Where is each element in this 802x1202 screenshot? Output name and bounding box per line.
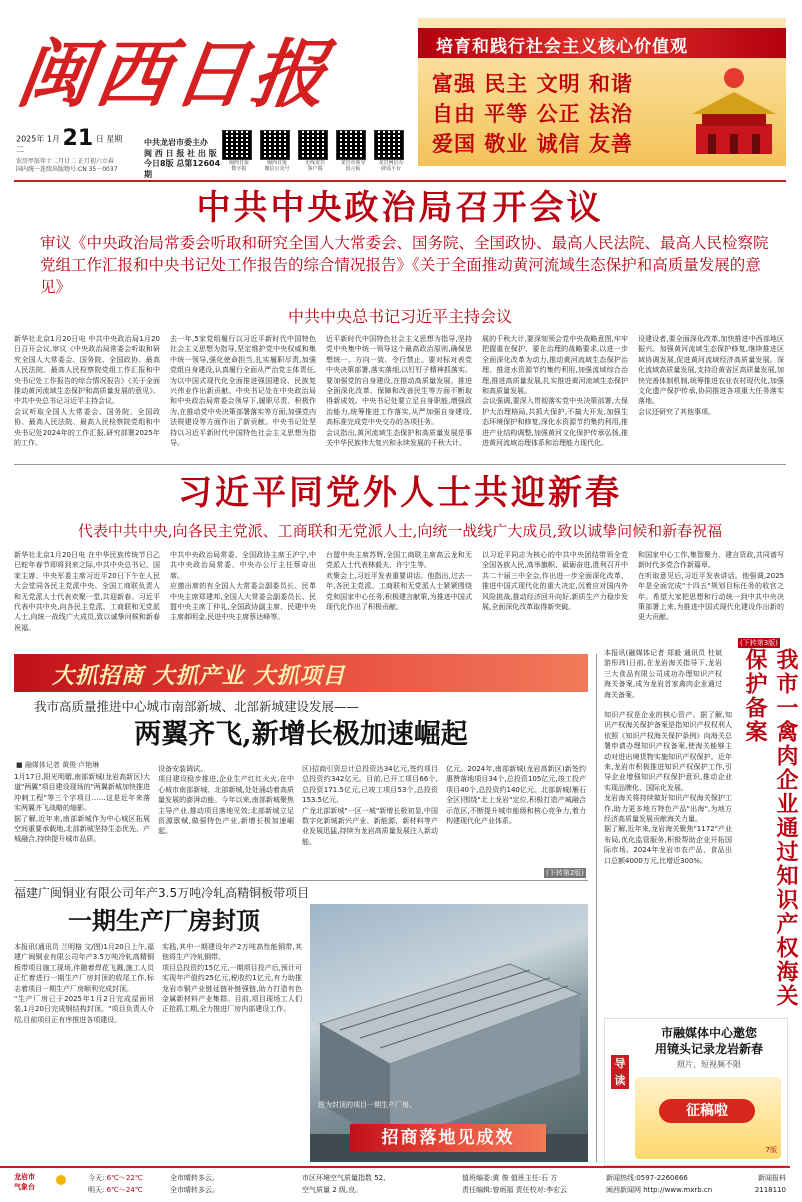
story3-byline: ■ 融媒体记者 黄俊 卢艳琳	[16, 761, 100, 769]
date-prefix: 2025年 1月	[16, 134, 60, 144]
news-hotline[interactable]: 新闻热线:0597-2260666	[606, 1174, 688, 1182]
weather-today-temp: 6℃～22℃	[106, 1174, 143, 1182]
core-values-title: 培育和践行社会主义核心价值观	[436, 37, 688, 57]
weather-tomorrow-temp: 6℃～24℃	[106, 1186, 143, 1194]
sun-icon	[56, 1175, 66, 1185]
qr-code[interactable]: 闽西日报 微信公众号	[260, 130, 294, 174]
qr-code[interactable]: 闽西日报 数字报	[222, 130, 256, 174]
footer-bar	[0, 1166, 790, 1202]
story1-headline[interactable]: 中共中央政治局召开会议	[196, 188, 604, 228]
website-link[interactable]: 闽西新闻网 http://www.mxrb.cn	[606, 1186, 713, 1194]
date-block	[16, 126, 128, 155]
story2-column: 以习近平同志为核心的中共中央团结带领全党全国各族人民,高举旗帜、砥砺奋进,胜利召开中共二十届三中全会,作出进一步全面深化改革、推进中国式现代化的重大决定,沉着应对国内外风险挑战,推动经济回升向好,新质生产力稳步发展,全面深化改革取得新突破。	[482, 551, 628, 612]
sidebar-headline[interactable]: 我市一禽肉企业通过知识产权海关保护备案	[742, 648, 799, 1008]
story2-column: 台盟中央主席苏辉,全国工商联主席高云龙和无党派人士代表林毅夫、许宁生等。 欢聚会上,习近平发表重要讲话。他指出,过去一年,各民主党派、工商联和无党派人士紧紧围绕党和国家中心任务,积极建言献策,为推进中国式现代化作出了积极贡献。	[326, 551, 472, 612]
sponsor-line: 中共龙岩市委主办	[144, 138, 208, 147]
qr-code[interactable]: 龙岩网信办 辟谣平台	[374, 130, 408, 174]
core-values-row-1: 富强 民主 文明 和谐	[432, 71, 633, 96]
story3-column: 亿元。2024年,南部新城(龙岩高新区)新签约惠赞落地项目34个,总投资105亿元,竣工投产项目40个,总投资约140亿元。北部新城(雁石全区)围绕"北上龙岩"定位,积极打造产城融合示范区,不断提升城市能级和核心竞争力,着力构建现代化产业体系。	[446, 765, 586, 826]
story2-headline[interactable]: 习近平同党外人士共迎新春	[178, 473, 622, 513]
guide-title-line1: 市融媒体中心邀您	[660, 1026, 757, 1040]
story1-column: 近平新时代中国特色社会主义思想为指导,坚持党中央集中统一领导这个最高政治原则,确保思想统一、方向一致、令行禁止。要对标对表党中央决策部署,落实落细,以钉钉子精神抓落实。要加强党的自身建设,在推动高质量发展、推进全面深化改革、保障和改善民生等方面不断取得新成效。中央书记处要立足自身职能,增强政治能力,统筹推进工作落实,从严加强自身建设,高标准完成党中央交办的各项任务。 会议指出,黄河流域生态保护和高质量发展是事关中华民族伟大复兴和永续发展的千秋大计。	[326, 335, 472, 448]
story4-headline[interactable]: 一期生产厂房封顶	[68, 906, 260, 935]
photo-caption: 图为封顶的项目一期生产厂房。	[318, 1101, 416, 1109]
sidebar-intro: 本报讯(融媒体记者 郑毅 通讯员 杜斌 游彤玮)日前,在龙岩海关指导下,龙岩三大食品有限公司成功办理知识产权海关备案,成为龙岩首家禽肉企业通过海关备案。	[604, 649, 722, 699]
tip-line-label: 新闻报料	[758, 1174, 786, 1182]
campaign-banner-text: 大抓招商 大抓产业 大抓项目	[52, 663, 346, 689]
responsible-editors: 责任编辑:曾炳福 责任校对:李宏云	[462, 1186, 567, 1194]
core-values-row-2: 自由 平等 公正 法治	[432, 101, 633, 126]
weather-tomorrow-desc: 全市晴转多云。	[170, 1186, 219, 1194]
story2-subhead: 代表中共中央,向各民主党派、工商联和无党派人士,向统一战线广大成员,致以诚挚问候和新春祝福	[77, 522, 723, 540]
story1-column: 设建设者,要全面深化改革,加快推进中西部地区振兴。加强黄河流域生态保护修复,继续推进区域协调发展,促进黄河流域经济高质量发展。深化流域高质量发展,支持沿黄省区高质量发展,加快完善体制机制,统筹推进农业农村现代化,加强文化遗产保护传承,协同推进各项重大任务落实落地。 会议还研究了其他事项。	[638, 335, 784, 416]
story2-column: 中共中央政治局常委、全国政协主席王沪宁,中共中央政治局常委、中央办公厅主任蔡奇出席。 应邀出席的有全国人大常委会副委员长、民革中央主席郑建邦,全国人大常委会副委员长、民盟中央主席丁仲礼,全国政协副主席、民建中央主席郝明金,民进中央主席蔡达峰等。	[170, 551, 316, 622]
date-suffix: 日 星期二	[16, 134, 123, 154]
lunar-date: 农历甲辰年十二月廿二 正月初六立春	[16, 158, 114, 165]
newspaper-logo: 闽西日报	[11, 32, 337, 118]
guide-box[interactable]	[604, 1018, 788, 1166]
weather-station-label: 气象台	[14, 1183, 35, 1191]
guide-title-line2: 用镜头记录龙岩新春	[654, 1042, 763, 1056]
weather-today-label: 今天:	[88, 1174, 105, 1182]
story3-headline[interactable]: 两翼齐飞,新增长极加速崛起	[134, 719, 468, 750]
qr-code[interactable]: 无线龙岩 客户端	[298, 130, 332, 174]
date-day: 21	[62, 126, 94, 151]
guide-subtitle: 照片、短视频不限	[677, 1060, 741, 1069]
story1-column: 展的千秋大计,要深刻领会党中央战略意图,牢牢把握重在保护、要在治理的战略要求,以进一步全面深化改革为动力,推动黄河流域生态保护治理、推进水资源节约集约利用,加强流域综合治理,推进高质量发展,扎实推进黄河流域生态保护和高质量发展。 会议强调,要深入贯彻落实党中央决策部署,大保护大治理格局,共抓大保护,不搞大开发,加强生态环境保护和修复,深化水资源节约集约利用,推进产业结构调整,加强黄河文化保护传承弘扬,推进黄河流域治理体系和治理能力现代化。	[482, 335, 628, 448]
tiananmen-emblem-icon	[688, 62, 780, 162]
edition-line: 今日8版 总第12604期	[144, 159, 221, 179]
story3-column: 区)招商引资总计总投资达34亿元,签约项目总投资约342亿元。目前,已开工项目66个,总投资171.5亿元,已竣工项目53个,总投资153.5亿元。 广龙北部新城"一区一城"新增长极初显,中国数字化新城新兴产业、新能源、新材料等产业发展迅猛,持续为龙岩高质量发展注入新动能。	[302, 765, 438, 846]
campaign-banner	[14, 654, 588, 692]
continued-badge[interactable]: (下转第3版)	[740, 639, 778, 647]
story3-column: 设备安装调试。 项目建设稳步推进,企业生产红红火火,在中心城市南部新城、北部新城,处处涌动着高质量发展的澎湃动能。今年以来,南部新城聚焦主导产业,推动项目落地见效;北部新城立足资源禀赋,做强特色产业,新增长极加速崛起。	[158, 765, 294, 836]
call-for-entries-badge: 征稿啦	[659, 1099, 755, 1123]
story4-column: 实践,其中一期建设年产2万吨高性能铜带,其他将生产冷轧铜带。 项目总投资约15亿元,一期项目投产后,预计可实现年产值约25亿元,税收约1亿元,有力助推龙岩市铜产业链延链补链强链,助力打造有色金属新材料产业集群。目前,项目现场工人们正抢抓工期,全力推进厂房内部建设工作。	[162, 943, 302, 1014]
story2-column: 新华社北京1月20日电 在中华民族传统节日乙巳蛇年春节即将到来之际,中共中央总书记、国家主席、中央军委主席习近平20日下午在人民大会堂同各民主党派中央、全国工商联负责人和无党派人士代表欢聚一堂,共迎新春。习近平代表中共中央,向各民主党派、工商联和无党派人士,向统一战线广大成员,致以诚挚问候和新春祝福。	[14, 551, 160, 632]
photo-banner: 招商落地见成效	[350, 1124, 546, 1152]
story1-column: 新华社北京1月20日电 中共中央政治局1月20日召开会议,审议《中央政治局常委会听取和研究全国人大常委会、国务院、全国政协、最高人民法院、最高人民检察院党组工作汇报和中央书记处工作报告的综合情况报告》《关于全面推动黄河流域生态保护和高质量发展的意见》。中共中央总书记习近平主持会议。 会议听取全国人大常委会、国务院、全国政协、最高人民法院、最高人民检察院党组和中央书记处2024年的工作汇报,研究部署2025年的工作。	[14, 335, 160, 448]
qr-code[interactable]: 龙岩市领导 留言板	[336, 130, 370, 174]
guide-page-ref: 7版	[765, 1146, 777, 1154]
qr-code-row	[222, 130, 418, 174]
guide-illustration	[635, 1077, 781, 1159]
sidebar-body: 知识产权是企业的核心资产。据了解,知识产权海关保护备案是指知识产权权利人依照《知识产权海关保护条例》向海关总署申请办理知识产权备案,使海关能够主动对进出境货物实施知识产权保护。近年来,龙岩市积极推进知识产权保护工作,引导企业增强知识产权保护意识,推动企业实现品牌化、国际化发展。 龙岩海关将持续做好知识产权海关保护工作,助力更多地方特色产品"出海",为地方经济高质量发展贡献海关力量。 据了解,近年来,龙岩海关聚焦"1172"产业布局,优化监管服务,积极帮助企业开拓国际市场。2024年龙岩市农产品、食品出口总额4000万元,比增近300%。	[604, 711, 732, 865]
issn: 国内统一连续出版物号:CN 35－0037	[16, 166, 118, 173]
story1-subhead: 审议《中央政治局常委会听取和研究全国人大常委会、国务院、全国政协、最高人民法院、最高人民检察院党组工作汇报和中央书记处工作报告的综合情况报告》《关于全面推动黄河流域生态保护和高质量发展的意见》	[40, 234, 769, 296]
weather-today-desc: 全市晴转多云。	[170, 1174, 219, 1182]
publisher-line: 闽 西 日 报 社 出 版	[144, 148, 217, 158]
story4-column: 本报讯(通讯员 兰明格 文/图)1月20日上午,福建广闽铜业有限公司年产3.5万吨冷轧高精铜板带项目施工现场,伴随着焊花飞溅,施工人员正忙着进行一期生产厂房封顶的收尾工作,标志着项目一期生产厂房顺利完成封顶。 "生产厂房已于2025年1月2日完成屋面吊装,1月20日完成钢结构封顶。"项目负责人介绍,目前项目正有序推进各项建设。	[14, 943, 154, 1024]
continued-badge[interactable]: (下转第2版)	[546, 869, 584, 877]
weather-station-label: 龙岩市	[14, 1173, 35, 1181]
duty-editors: 值班编委:黄 俊 值班主任:石 方	[462, 1174, 558, 1182]
story3-column: 1月17日,阳光明媚,南部新城(龙岩高新区)大道"两翼"项目建设现场的"两翼新城加快推进冲刺工程"等三个字项目……这是近年来落实两翼齐飞战略的缩影。 据了解,近年来,南部新城作为中心城区拓展空间重要承载地,北部新城坚持生态优先、产城融合,持续提升城市品质。	[14, 773, 150, 844]
story4-kicker: 福建广闽铜业有限公司年产3.5万吨冷轧高精铜板带项目	[14, 886, 310, 900]
story2-column: 和国家中心工作,集智聚力、建言资政,共同谱写新时代多党合作新篇章。 在听取意见后,习近平发表讲话。他强调,2025年是全面完成"十四五"规划目标任务的收官之年。希望大家把思想和行动统一到中共中央决策部署上来,为推进中国式现代化建设作出新的更大贡献。	[638, 551, 784, 622]
air-quality-index: 市区环境空气质量指数 52,	[302, 1174, 386, 1182]
factory-photo[interactable]	[310, 904, 588, 1162]
guide-label: 导读	[611, 1055, 629, 1089]
story1-byline-head: 中共中央总书记习近平主持会议	[287, 307, 512, 326]
core-values-row-3: 爱国 敬业 诚信 友善	[432, 131, 633, 156]
story3-kicker: 我市高质量推进中心城市南部新城、北部新城建设发展——	[34, 699, 360, 714]
core-values-banner	[418, 18, 786, 166]
air-quality-level: 空气质量 2 级,良。	[302, 1186, 363, 1194]
weather-tomorrow-label: 明天:	[88, 1186, 105, 1194]
story1-column: 去一年,5家党组履行以习近平新时代中国特色社会主义思想为指导,坚定维护党中央权威和集中统一领导,强化使命担当,扎实履职尽责,加强党组自身建设,认真履行全面从严治党主体责任,为以中国式现代化全面推进强国建设、民族复兴伟业作出新贡献。中央书记处在中央政治局和中央政治局常委会领导下,履职尽责、积极作为,在推动党中央决策部署落实等方面,加强党内法规建设等方面作出了新贡献。中央书记处坚持以习近平新时代中国特色社会主义思想为指导。	[170, 335, 316, 448]
tip-line-number[interactable]: 2118110	[754, 1186, 786, 1194]
